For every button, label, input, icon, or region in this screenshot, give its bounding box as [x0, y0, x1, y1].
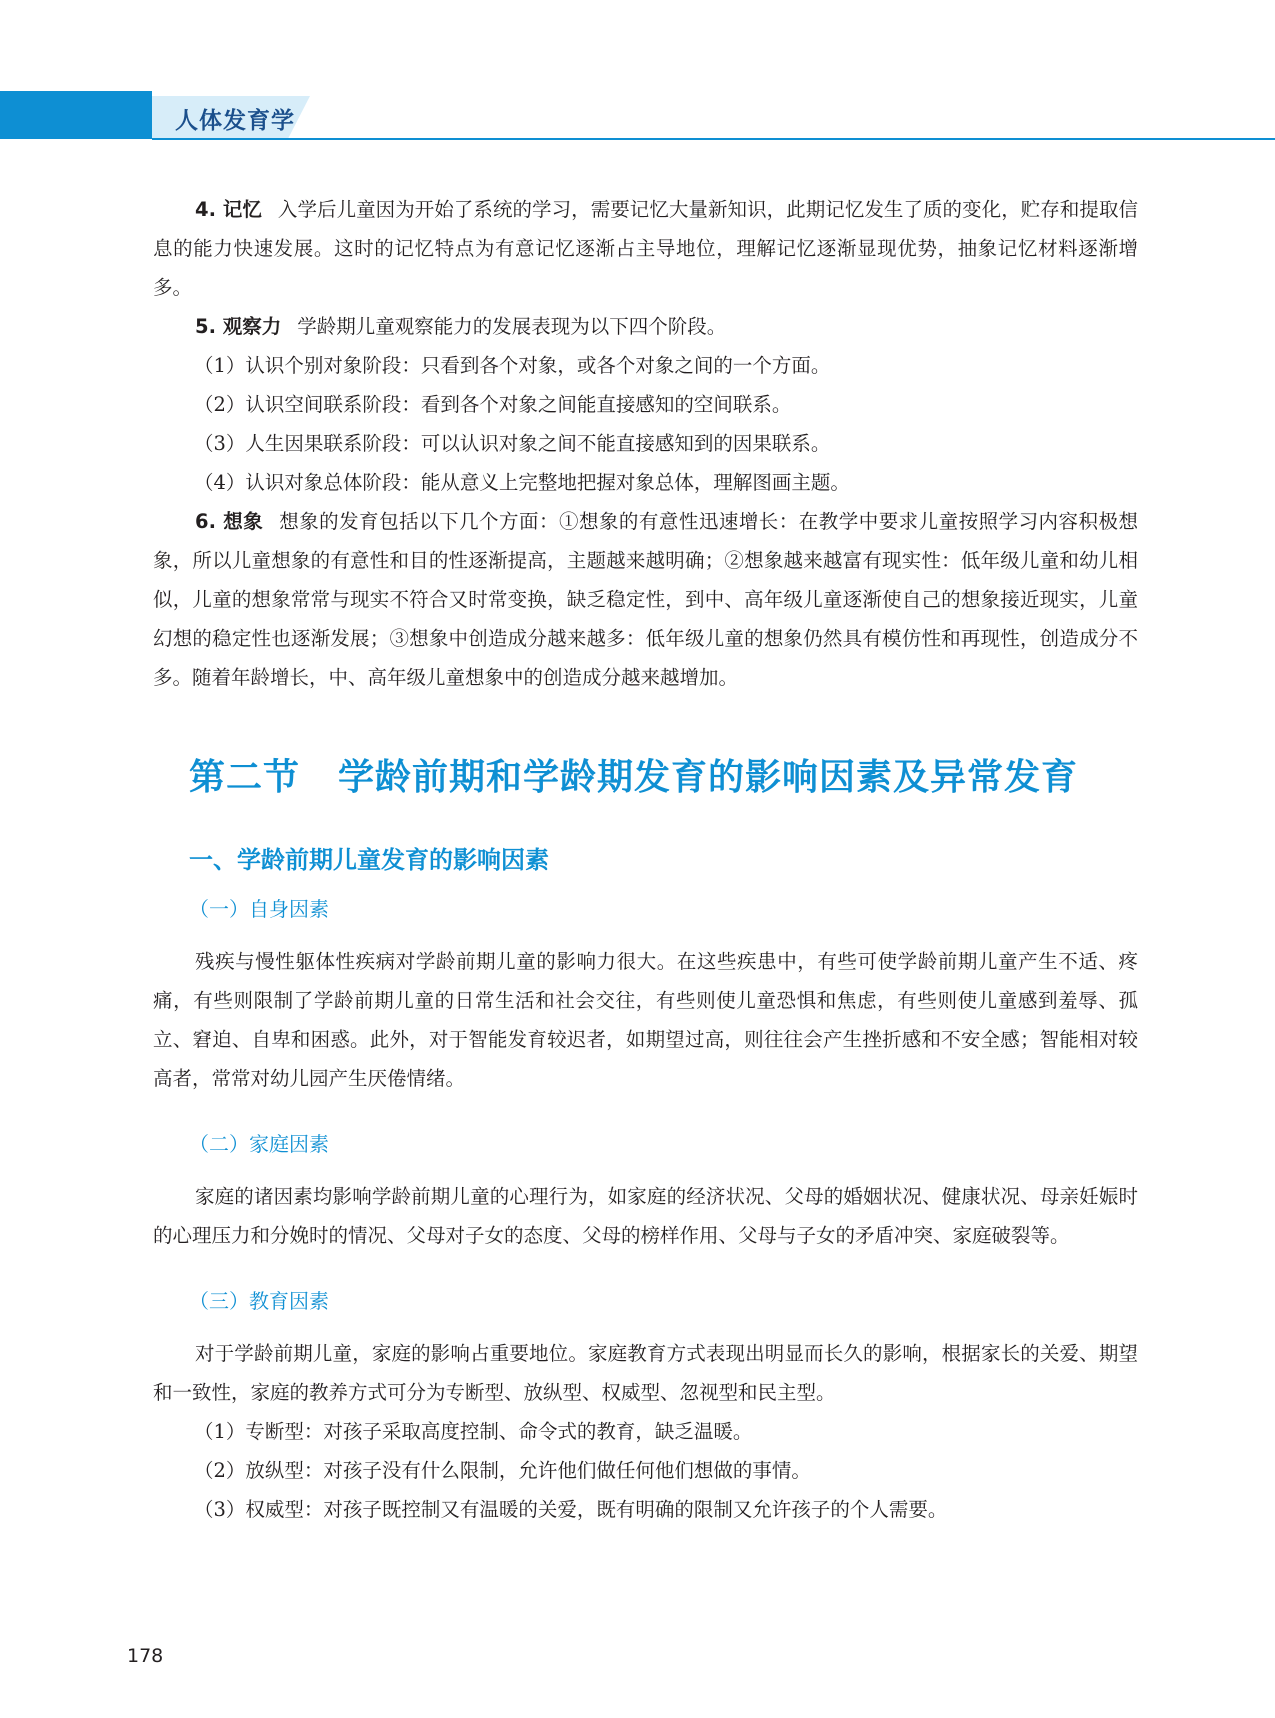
- factor-paragraph-self: 残疾与慢性躯体性疾病对学龄前期儿童的影响力很大。在这些疾患中，有些可使学龄前期儿童产生不适、疼痛，有些则限制了学龄前期儿童的日常生活和社会交往，有些则使儿童恐惧和焦虑，有些则使儿童感到羞辱、孤立、窘迫、自卑和困惑。此外，对于智能发育较迟者，如期望过高，则往往会产生挫折感和不安全感；智能相对较高者，常常对幼儿园产生厌倦情绪。: [153, 950, 1138, 1090]
- imagination-text: 想象的发育包括以下几个方面：①想象的有意性迅速增长：在教学中要求儿童按照学习内容积极想象，所以儿童想象的有意性和目的性逐渐提高，主题越来越明确；②想象越来越富有现实性：低年级儿童和幼儿相似，儿童的想象常常与现实不符合又时常变换，缺乏稳定性，到中、高年级儿童逐渐使自己的想象接近现实，儿童幻想的稳定性也逐渐发展；③想象中创造成分越来越多：低年级儿童的想象仍然具有模仿性和再现性，创造成分不多。随着年龄增长，中、高年级儿童想象中的创造成分越来越增加。: [153, 510, 1138, 689]
- list-item: （2）放纵型：对孩子没有什么限制，允许他们做任何他们想做的事情。: [194, 1459, 811, 1482]
- memory-paragraph: [153, 190, 1138, 307]
- observation-text: 学龄期儿童观察能力的发展表现为以下四个阶段。: [297, 315, 727, 338]
- section-heading: [189, 749, 1138, 800]
- list-item: （3）人生因果联系阶段：可以认识对象之间不能直接感知到的因果联系。: [194, 432, 831, 455]
- observation-heading: 5. 观察力: [195, 315, 282, 338]
- list-item: （1）专断型：对孩子采取高度控制、命令式的教育，缺乏温暖。: [194, 1420, 753, 1443]
- page-content: [153, 190, 1138, 1529]
- list-item: （4）认识对象总体阶段：能从意义上完整地把握对象总体，理解图画主题。: [194, 471, 850, 494]
- memory-heading: 4. 记忆: [195, 198, 262, 221]
- section-title: 学龄前期和学龄期发育的影响因素及异常发育: [338, 757, 1079, 798]
- factor-paragraph-education: 对于学龄前期儿童，家庭的影响占重要地位。家庭教育方式表现出明显而长久的影响，根据家长的关爱、期望和一致性，家庭的教养方式可分为专断型、放纵型、权威型、忽视型和民主型。: [153, 1342, 1138, 1404]
- book-title: 人体发育学: [175, 108, 295, 134]
- observation-paragraph: [153, 307, 1138, 346]
- factor-heading-education: （三）教育因素: [189, 1289, 329, 1313]
- list-item: （2）认识空间联系阶段：看到各个对象之间能直接感知的空间联系。: [194, 393, 792, 416]
- imagination-heading: 6. 想象: [195, 510, 264, 533]
- header-rule: [152, 138, 1275, 140]
- list-item: （1）认识个别对象阶段：只看到各个对象，或各个对象之间的一个方面。: [194, 354, 831, 377]
- memory-text: 入学后儿童因为开始了系统的学习，需要记忆大量新知识，此期记忆发生了质的变化，贮存和提取信息的能力快速发展。这时的记忆特点为有意记忆逐渐占主导地位，理解记忆逐渐显现优势，抽象记忆材料逐渐增多。: [153, 198, 1138, 299]
- header-accent-bar: [0, 91, 152, 139]
- factor-heading-self: （一）自身因素: [189, 897, 329, 921]
- page-number: 178: [127, 1645, 164, 1667]
- list-item: （3）权威型：对孩子既控制又有温暖的关爱，既有明确的限制又允许孩子的个人需要。: [194, 1498, 948, 1521]
- factor-heading-family: （二）家庭因素: [189, 1132, 329, 1156]
- subsection-heading: 一、学龄前期儿童发育的影响因素: [189, 846, 549, 874]
- section-number: 第二节: [189, 757, 301, 798]
- factor-paragraph-family: 家庭的诸因素均影响学龄前期儿童的心理行为，如家庭的经济状况、父母的婚姻状况、健康状况、母亲妊娠时的心理压力和分娩时的情况、父母对子女的态度、父母的榜样作用、父母与子女的矛盾冲突、家庭破裂等。: [153, 1185, 1138, 1247]
- imagination-paragraph: [153, 502, 1138, 697]
